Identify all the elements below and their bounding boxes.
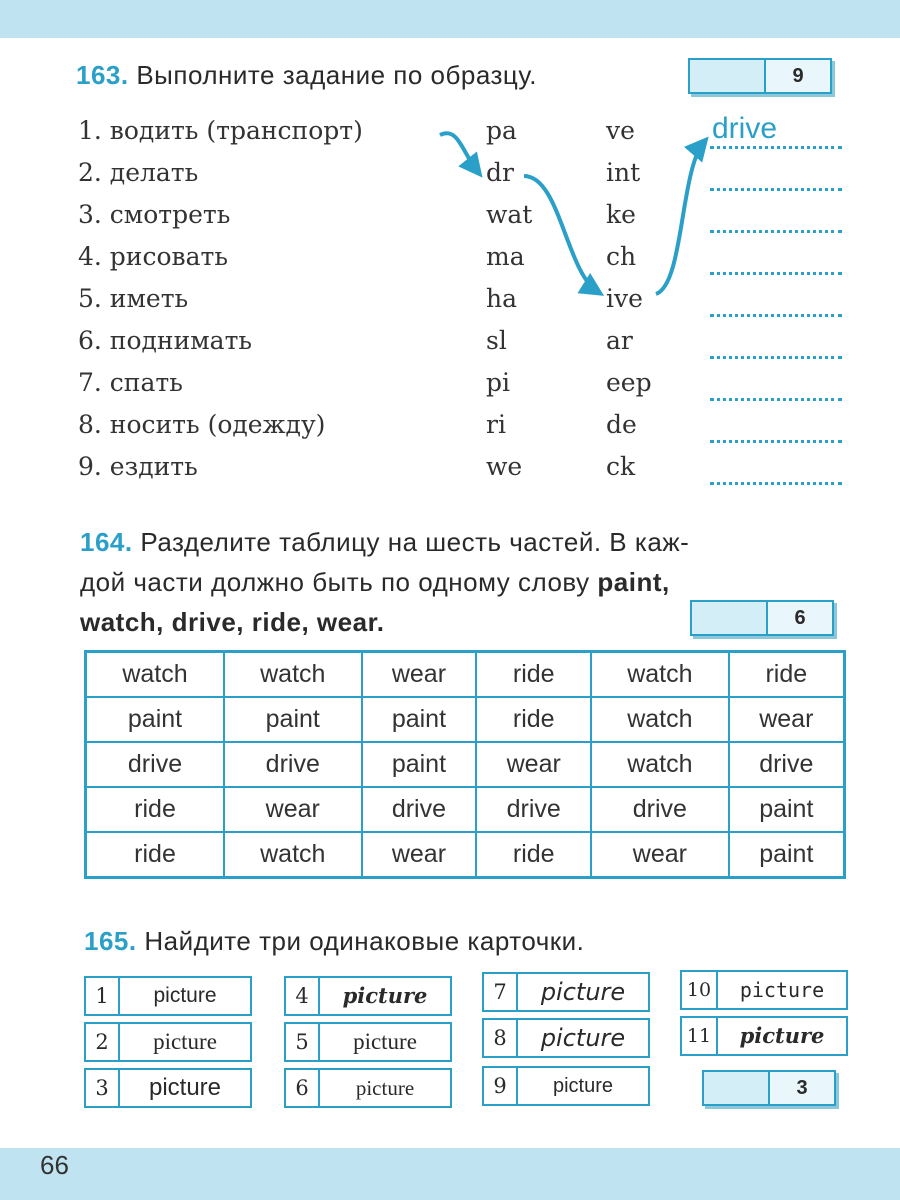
top-band — [0, 0, 900, 38]
table-row — [86, 787, 845, 832]
card-word: picture — [540, 1024, 626, 1052]
verb-5: 5. иметь — [78, 284, 189, 313]
card-word: picture — [739, 978, 825, 1002]
word-watch: watch, — [80, 607, 164, 637]
answer-line-9[interactable] — [710, 456, 842, 485]
table-cell: paint — [86, 697, 225, 742]
table-cell: watch — [591, 742, 729, 787]
verb-7: 7. спать — [78, 368, 183, 397]
word-table — [84, 650, 846, 879]
card-word: picture — [148, 1074, 222, 1101]
table-cell: drive — [86, 742, 225, 787]
table-cell: wear — [224, 787, 362, 832]
card-word: picture — [342, 983, 428, 1008]
table-cell: ride — [86, 832, 225, 878]
table-cell: watch — [86, 652, 225, 698]
table-cell: wear — [591, 832, 729, 878]
verb-1: 1. водить (транспорт) — [78, 116, 363, 145]
card-number: 3 — [86, 1070, 120, 1106]
exercise-165-instruction: Найдите три одинаковые карточки. — [144, 926, 585, 956]
card-1[interactable] — [84, 976, 252, 1016]
table-cell: ride — [476, 832, 591, 878]
card-number: 1 — [86, 978, 120, 1014]
table-cell: watch — [591, 697, 729, 742]
start-6: sl — [486, 326, 507, 355]
answer-line-5[interactable] — [710, 288, 842, 317]
exercise-165-score-box — [702, 1070, 836, 1106]
start-4: ma — [486, 242, 525, 271]
verb-8: 8. носить (одежду) — [78, 410, 326, 439]
table-cell: ride — [729, 652, 845, 698]
card-word: picture — [552, 1075, 614, 1097]
exercise-163-score-box — [688, 58, 832, 94]
table-cell: watch — [224, 832, 362, 878]
table-cell: ride — [476, 652, 591, 698]
table-cell: paint — [224, 697, 362, 742]
table-cell: drive — [476, 787, 591, 832]
card-5[interactable] — [284, 1022, 452, 1062]
table-cell: watch — [224, 652, 362, 698]
end-5: ive — [606, 284, 643, 313]
start-5: ha — [486, 284, 518, 313]
table-cell: paint — [362, 697, 477, 742]
exercise-164-score: 6 — [766, 602, 832, 634]
arrow-end-to-answer — [656, 142, 704, 294]
verb-3: 3. смотреть — [78, 200, 231, 229]
end-1: ve — [606, 116, 635, 145]
table-row — [86, 742, 845, 787]
start-2: dr — [486, 158, 514, 187]
card-number: 10 — [682, 972, 718, 1008]
arrow-start-to-end — [524, 176, 598, 292]
exercise-163-score: 9 — [764, 60, 830, 92]
card-9[interactable] — [482, 1066, 650, 1106]
card-4[interactable] — [284, 976, 452, 1016]
verb-6: 6. поднимать — [78, 326, 253, 355]
end-7: eep — [606, 368, 652, 397]
card-word: picture — [153, 984, 217, 1007]
start-3: wat — [486, 200, 533, 229]
table-cell: paint — [362, 742, 477, 787]
table-cell: drive — [591, 787, 729, 832]
start-7: pi — [486, 368, 510, 397]
exercise-163-number: 163. — [76, 60, 129, 90]
exercise-165-score: 3 — [768, 1072, 834, 1104]
end-2: int — [606, 158, 641, 187]
table-cell: drive — [224, 742, 362, 787]
card-word: picture — [153, 1029, 217, 1054]
table-cell: ride — [86, 787, 225, 832]
exercise-165-number: 165. — [84, 926, 137, 956]
exercise-164-score-box — [690, 600, 834, 636]
card-word: picture — [540, 978, 626, 1006]
table-cell: paint — [729, 832, 845, 878]
card-7[interactable] — [482, 972, 650, 1012]
card-number: 7 — [484, 974, 518, 1010]
end-4: ch — [606, 242, 637, 271]
card-number: 6 — [286, 1070, 320, 1106]
card-number: 11 — [682, 1018, 718, 1054]
table-cell: ride — [476, 697, 591, 742]
table-cell: drive — [362, 787, 477, 832]
end-6: ar — [606, 326, 633, 355]
card-number: 2 — [86, 1024, 120, 1060]
card-word: picture — [355, 1076, 415, 1100]
table-cell: drive — [729, 742, 845, 787]
card-word: picture — [739, 1023, 825, 1048]
table-row — [86, 652, 845, 698]
exercise-163-title — [76, 60, 537, 91]
card-8[interactable] — [482, 1018, 650, 1058]
table-cell: wear — [362, 832, 477, 878]
word-paint: paint, — [597, 567, 670, 597]
end-9: ck — [606, 452, 636, 481]
word-wear: wear. — [316, 607, 385, 637]
word-drive: drive, — [171, 607, 245, 637]
exercise-164-line-2 — [80, 562, 860, 602]
exercise-163-instruction: Выполните задание по образцу. — [136, 60, 537, 90]
page-number: 66 — [40, 1150, 69, 1180]
table-cell: wear — [476, 742, 591, 787]
card-number: 4 — [286, 978, 320, 1014]
card-number: 9 — [484, 1068, 518, 1104]
start-1: pa — [486, 116, 517, 145]
exercise-165-title — [84, 926, 584, 957]
answer-line-8[interactable] — [710, 414, 842, 443]
table-cell: wear — [729, 697, 845, 742]
sample-answer: drive — [712, 112, 778, 145]
card-3[interactable] — [84, 1068, 252, 1108]
table-cell: paint — [729, 787, 845, 832]
answer-line-6[interactable] — [710, 330, 842, 359]
answer-line-2[interactable] — [710, 162, 842, 191]
card-number: 5 — [286, 1024, 320, 1060]
card-number: 8 — [484, 1020, 518, 1056]
start-9: we — [486, 452, 523, 481]
answer-line-4[interactable] — [710, 246, 842, 275]
bottom-band — [0, 1148, 900, 1200]
verb-9: 9. ездить — [78, 452, 198, 481]
exercise-164-number: 164. — [80, 527, 133, 557]
card-2[interactable] — [84, 1022, 252, 1062]
arrow-verb-to-start — [440, 133, 478, 172]
card-word: picture — [353, 1029, 417, 1054]
exercise-164-text-2: дой части должно быть по одному слову — [80, 567, 598, 597]
answer-line-3[interactable] — [710, 204, 842, 233]
table-row — [86, 832, 845, 878]
table-cell: watch — [591, 652, 729, 698]
start-8: ri — [486, 410, 506, 439]
answer-line-7[interactable] — [710, 372, 842, 401]
card-11[interactable] — [680, 1016, 848, 1056]
verb-4: 4. рисовать — [78, 242, 228, 271]
table-row — [86, 697, 845, 742]
exercise-164-line-1 — [80, 522, 860, 562]
card-10[interactable] — [680, 970, 848, 1010]
verb-2: 2. делать — [78, 158, 199, 187]
table-cell: wear — [362, 652, 477, 698]
word-ride: ride, — [251, 607, 310, 637]
end-3: ke — [606, 200, 636, 229]
exercise-164-text-1: Разделите таблицу на шесть частей. В каж- — [140, 527, 690, 557]
end-8: de — [606, 410, 637, 439]
card-6[interactable] — [284, 1068, 452, 1108]
